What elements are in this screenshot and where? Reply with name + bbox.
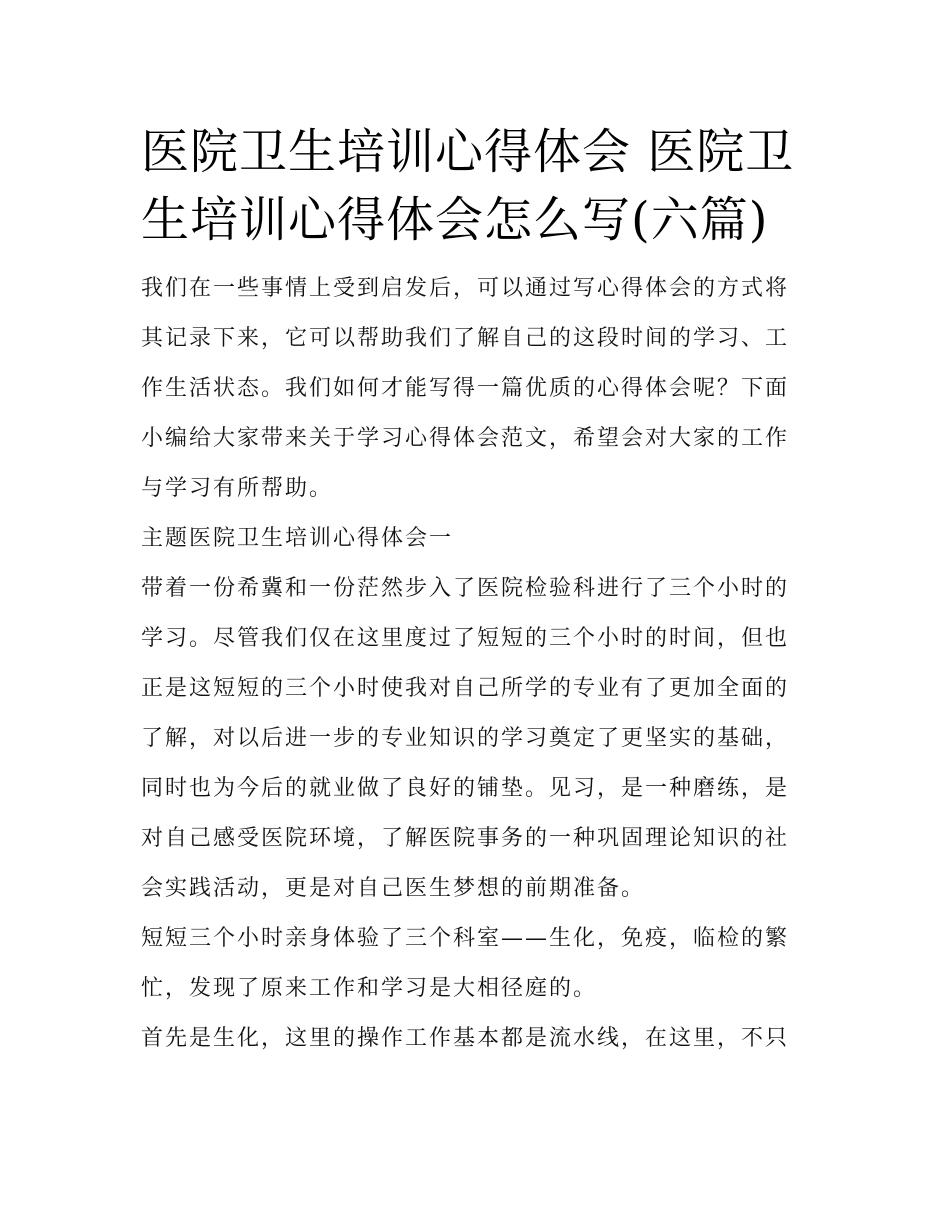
text-line: 会实践活动，更是对自己医生梦想的前期准备。 <box>141 876 646 901</box>
text-line: 短短三个小时亲身体验了三个科室——生化，免疫，临检的繁 <box>141 926 790 951</box>
text-line: 我们在一些事情上受到启发后，可以通过写心得体会的方式将 <box>141 276 790 301</box>
text-line: 与学习有所帮助。 <box>141 476 334 501</box>
text-line: 带着一份希冀和一份茫然步入了医院检验科进行了三个小时的 <box>141 576 790 601</box>
document-page <box>141 118 813 1064</box>
text-line: 忙，发现了原来工作和学习是大相径庭的。 <box>141 976 598 1001</box>
body-paragraph <box>141 564 813 914</box>
text-line: 正是这短短的三个小时使我对自己所学的专业有了更加全面的 <box>141 676 790 701</box>
text-line: 其记录下来，它可以帮助我们了解自己的这段时间的学习、工 <box>141 326 790 351</box>
section-heading <box>141 514 813 564</box>
text-line: 小编给大家带来关于学习心得体会范文，希望会对大家的工作 <box>141 426 790 451</box>
document-body <box>141 264 813 1064</box>
document-title <box>141 118 813 254</box>
title-line: 生培训心得体会怎么写(六篇) <box>141 192 769 248</box>
text-line: 对自己感受医院环境，了解医院事务的一种巩固理论知识的社 <box>141 826 790 851</box>
title-line: 医院卫生培训心得体会 医院卫 <box>141 124 795 180</box>
body-paragraph <box>141 914 813 1014</box>
text-line: 首先是生化，这里的操作工作基本都是流水线，在这里，不只 <box>141 1026 790 1051</box>
text-line: 作生活状态。我们如何才能写得一篇优质的心得体会呢？下面 <box>141 376 790 401</box>
intro-paragraph <box>141 264 813 514</box>
text-line: 主题医院卫生培训心得体会一 <box>141 526 454 551</box>
text-line: 了解，对以后进一步的专业知识的学习奠定了更坚实的基础， <box>141 726 790 751</box>
body-paragraph <box>141 1014 813 1064</box>
text-line: 学习。尽管我们仅在这里度过了短短的三个小时的时间，但也 <box>141 626 790 651</box>
text-line: 同时也为今后的就业做了良好的铺垫。见习，是一种磨练，是 <box>141 776 790 801</box>
